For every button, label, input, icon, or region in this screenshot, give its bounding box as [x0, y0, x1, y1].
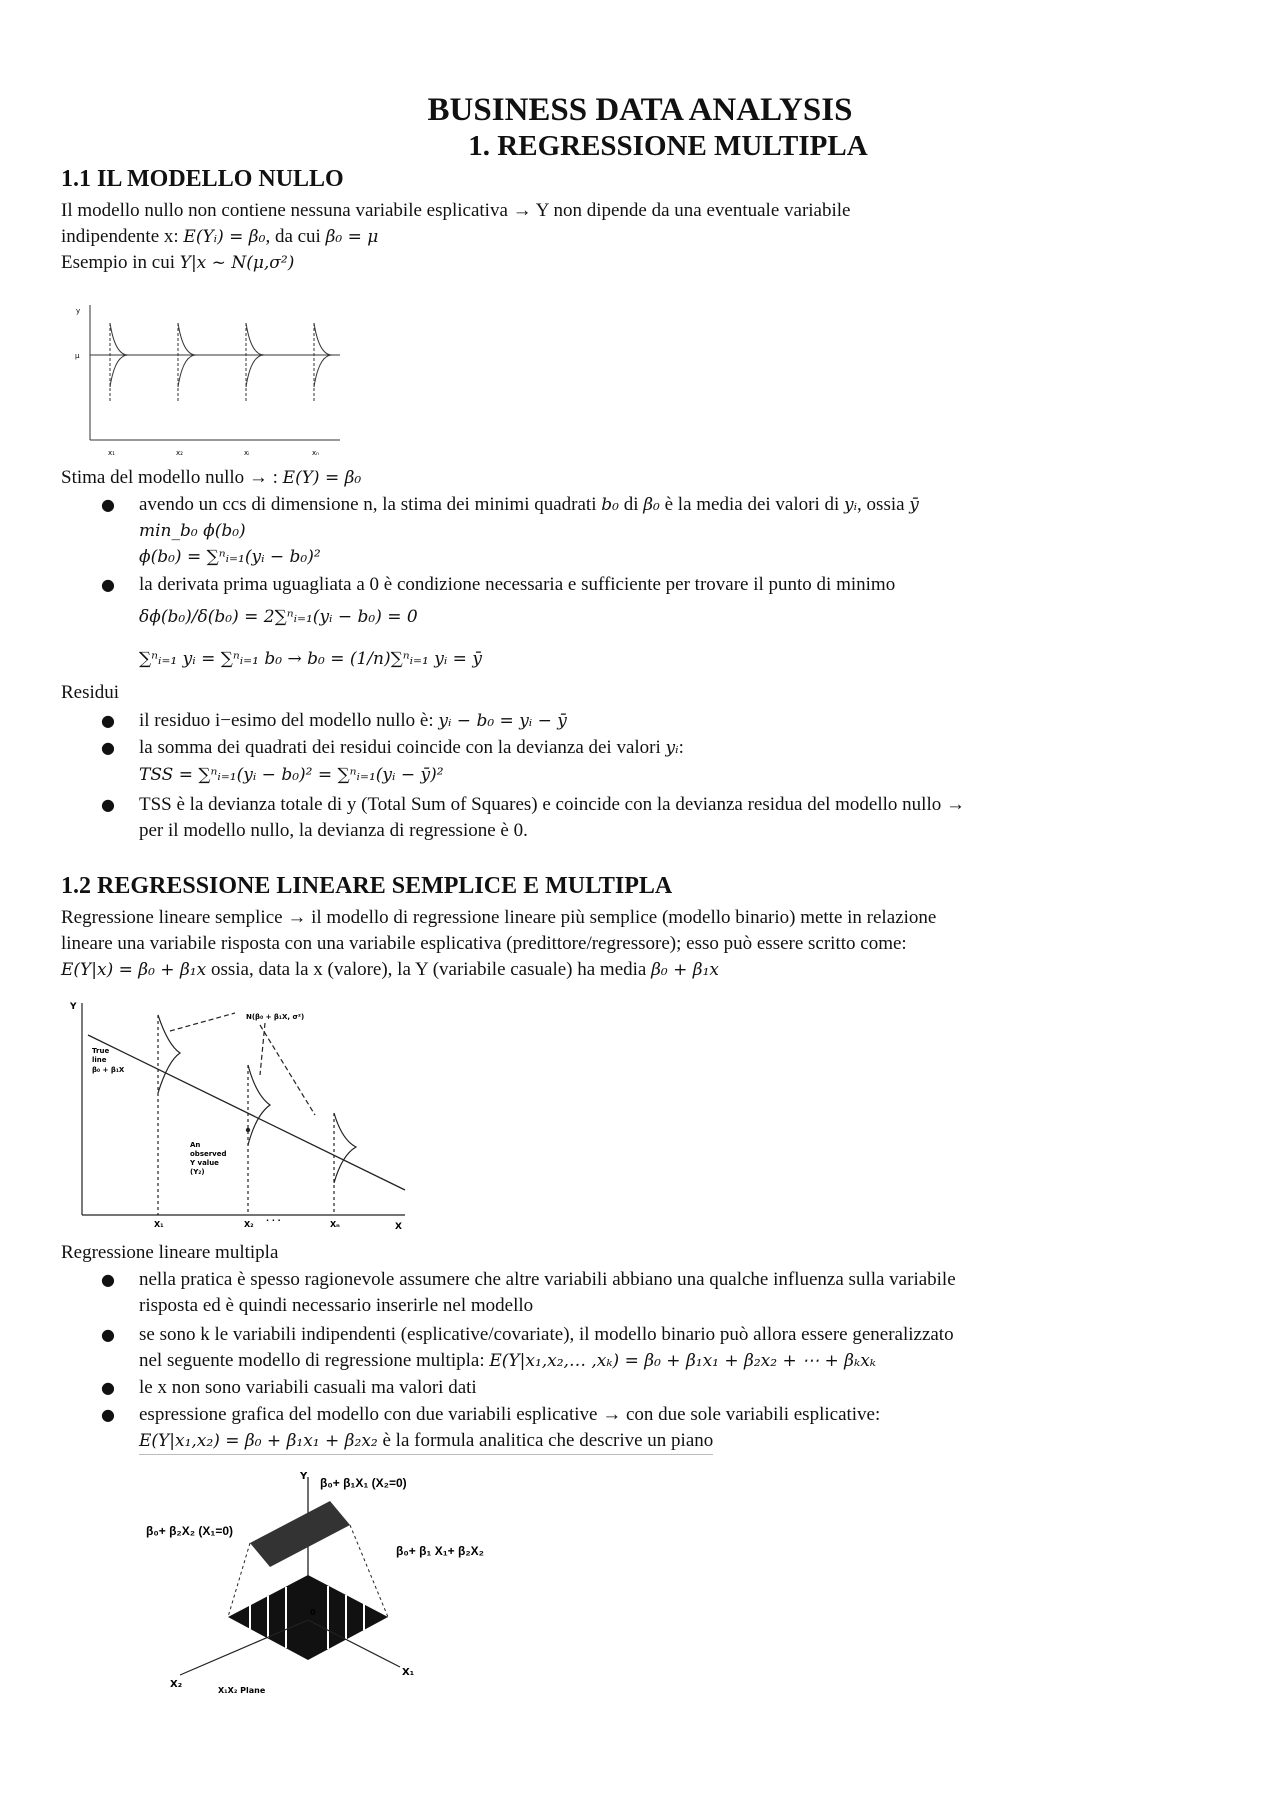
math: β₀: [643, 495, 660, 515]
pointer-line: [260, 1023, 265, 1075]
bullet: ●: [101, 795, 115, 814]
formula: δϕ(b₀)/δ(b₀) = 2∑ⁿᵢ₌₁(yᵢ − b₀) = 0: [139, 607, 418, 627]
normal-curve: [158, 1015, 180, 1093]
math: ȳ: [909, 495, 919, 515]
document-title: BUSINESS DATA ANALYSIS: [427, 92, 853, 128]
x-tick: xₙ: [312, 449, 319, 457]
formula: ∑ⁿᵢ₌₁ yᵢ = ∑ⁿᵢ₌₁ b₀ → b₀ = (1/n)∑ⁿᵢ₌₁ yᵢ = ȳ: [139, 649, 482, 669]
regression-plane-figure: [140, 1465, 540, 1710]
formula: min_b₀ ϕ(b₀): [139, 521, 246, 541]
observed-label: (Y₂): [190, 1168, 205, 1176]
y-axis-label: Y: [300, 1471, 308, 1482]
paragraph-line: Regressione lineare semplice → il modello di regressione lineare più semplice (modello binario) mette in relazione: [61, 907, 937, 928]
section-heading-1-1: 1.1 IL MODELLO NULLO: [61, 166, 344, 192]
observed-point: [246, 1128, 250, 1132]
text: , ossia: [857, 494, 910, 515]
y-axis-label: Y: [70, 1002, 77, 1012]
mu-label: μ: [75, 352, 80, 360]
bullet-text: [139, 492, 919, 518]
x-tick: · · ·: [266, 1216, 281, 1225]
bullet-text: risposta ed è quindi necessario inserirle nel modello: [139, 1295, 534, 1316]
x-tick: Xₙ: [330, 1220, 340, 1229]
section-heading-1-2: 1.2 REGRESSIONE LINEARE SEMPLICE E MULTIPLA: [61, 873, 673, 899]
plane-label: X₁X₂ Plane: [218, 1686, 266, 1695]
bullet: ●: [101, 1270, 115, 1289]
x2-axis-label: X₂: [170, 1679, 183, 1690]
math: E(Y|x) = β₀ + β₁x: [61, 960, 207, 980]
math: Y|x ~ N(μ,σ²): [179, 253, 295, 273]
top-plane-label: β₀+ β₁X₁ (X₂=0): [320, 1476, 407, 1490]
text: ossia, data la x (valore), la Y (variabile casuale) ha media: [206, 959, 652, 980]
pointer-line: [170, 1013, 235, 1031]
true-line-label: β₀ + β₁X: [92, 1066, 125, 1074]
true-line-label: True: [92, 1047, 110, 1055]
text: è la media dei valori di: [659, 494, 845, 515]
bullet-text: le x non sono variabili casuali ma valori dati: [139, 1377, 477, 1398]
text: nel seguente modello di regressione multipla:: [139, 1350, 490, 1371]
subheading: Residui: [61, 682, 120, 703]
origin-label: 0: [310, 1608, 316, 1617]
simple-regression-figure: [60, 995, 420, 1235]
formula: ϕ(b₀) = ∑ⁿᵢ₌₁(yᵢ − b₀)²: [139, 547, 321, 567]
text: è la formula analitica che descrive un piano: [377, 1430, 714, 1451]
math: E(Yᵢ) = β₀: [183, 227, 266, 247]
math: β₀ + β₁x: [651, 960, 720, 980]
bullet-text: TSS è la devianza totale di y (Total Sum of Squares) e coincide con la devianza residua del modello nullo →: [139, 794, 965, 815]
bullet-text: [139, 1428, 713, 1455]
text: di: [618, 494, 644, 515]
bullet-text: per il modello nullo, la devianza di regressione è 0.: [139, 820, 528, 841]
normal-label: N(β₀ + β₁X, σ²): [246, 1013, 305, 1021]
null-model-figure: [70, 295, 350, 465]
text: Stima del modello nullo → :: [61, 467, 283, 488]
x-tick: x₁: [108, 449, 115, 457]
bullet: ●: [101, 1325, 115, 1344]
x-tick: X₂: [244, 1220, 254, 1229]
paragraph-line: Il modello nullo non contiene nessuna variabile esplicativa → Y non dipende da una eventuale variabile: [61, 200, 851, 221]
y-axis-label: y: [76, 307, 81, 315]
paragraph-line: [61, 465, 361, 491]
bullet-text: [139, 1348, 876, 1374]
bullet: ●: [101, 738, 115, 757]
bullet: ●: [101, 495, 115, 514]
text: il residuo i−esimo del modello nullo è:: [139, 710, 439, 731]
text: Esempio in cui: [61, 252, 180, 273]
true-line-label: line: [92, 1056, 107, 1064]
math: β₀ = μ: [325, 227, 379, 247]
math: E(Y|x₁,x₂) = β₀ + β₁x₁ + β₂x₂: [139, 1431, 378, 1451]
observed-label: An: [190, 1141, 201, 1149]
text: indipendente x:: [61, 226, 184, 247]
normal-curve: [334, 1113, 356, 1183]
bullet: ●: [101, 575, 115, 594]
math: E(Y) = β₀: [282, 468, 362, 488]
bullet-text: nella pratica è spesso ragionevole assumere che altre variabili abbiano una qualche influenza sulla variabile: [139, 1269, 956, 1290]
observed-label: Y value: [190, 1159, 219, 1167]
normal-curves: [158, 1013, 356, 1215]
text: avendo un ccs di dimensione n, la stima dei minimi quadrati: [139, 494, 602, 515]
edge: [228, 1543, 250, 1617]
x-tick: X₁: [154, 1220, 164, 1229]
math: yᵢ: [665, 738, 679, 758]
subheading: Regressione lineare multipla: [61, 1242, 279, 1263]
text: :: [678, 737, 684, 758]
bullet-text: [139, 708, 567, 734]
text: la somma dei quadrati dei residui coincide con la devianza dei valori: [139, 737, 666, 758]
paragraph-line: [61, 250, 294, 276]
x1-axis-label: X₁: [402, 1667, 415, 1678]
bullet-text: [139, 735, 684, 761]
paragraph-line: [61, 224, 378, 250]
math: b₀: [601, 495, 619, 515]
math: yᵢ: [844, 495, 858, 515]
x-axis-label: X: [395, 1222, 402, 1232]
bullet: ●: [101, 711, 115, 730]
bullet-text: se sono k le variabili indipendenti (esplicative/covariate), il modello binario può allora essere generalizzato: [139, 1324, 954, 1345]
normal-curves: [110, 323, 332, 403]
bullet-text: espressione grafica del modello con due variabili esplicative → con due sole variabili esplicative:: [139, 1404, 881, 1425]
x-tick: x₂: [176, 449, 183, 457]
math: E(Y|x₁,x₂,… ,xₖ) = β₀ + β₁x₁ + β₂x₂ + ⋯ + βₖxₖ: [489, 1351, 877, 1371]
paragraph-line: lineare una variabile risposta con una variabile esplicativa (predittore/regressore); esso può essere scritto come:: [61, 933, 907, 954]
left-plane-label: β₀+ β₂X₂ (X₁=0): [146, 1524, 234, 1538]
paragraph-line: [61, 957, 719, 983]
chapter-title: 1. REGRESSIONE MULTIPLA: [468, 130, 868, 162]
true-line: [88, 1035, 405, 1190]
bullet: ●: [101, 1378, 115, 1397]
right-plane-label: β₀+ β₁ X₁+ β₂X₂: [396, 1544, 484, 1558]
regression-plane: [250, 1501, 350, 1567]
observed-label: observed: [190, 1150, 227, 1158]
text: , da cui: [265, 226, 326, 247]
x-tick: xᵢ: [244, 449, 250, 457]
bullet-text: la derivata prima uguagliata a 0 è condizione necessaria e sufficiente per trovare il punto di minimo: [139, 574, 896, 595]
normal-curve: [248, 1065, 270, 1145]
math: yᵢ − b₀ = yᵢ − ȳ: [438, 711, 567, 731]
bullet: ●: [101, 1405, 115, 1424]
formula: TSS = ∑ⁿᵢ₌₁(yᵢ − b₀)² = ∑ⁿᵢ₌₁(yᵢ − ȳ)²: [139, 765, 444, 785]
pointer-line: [260, 1025, 315, 1115]
